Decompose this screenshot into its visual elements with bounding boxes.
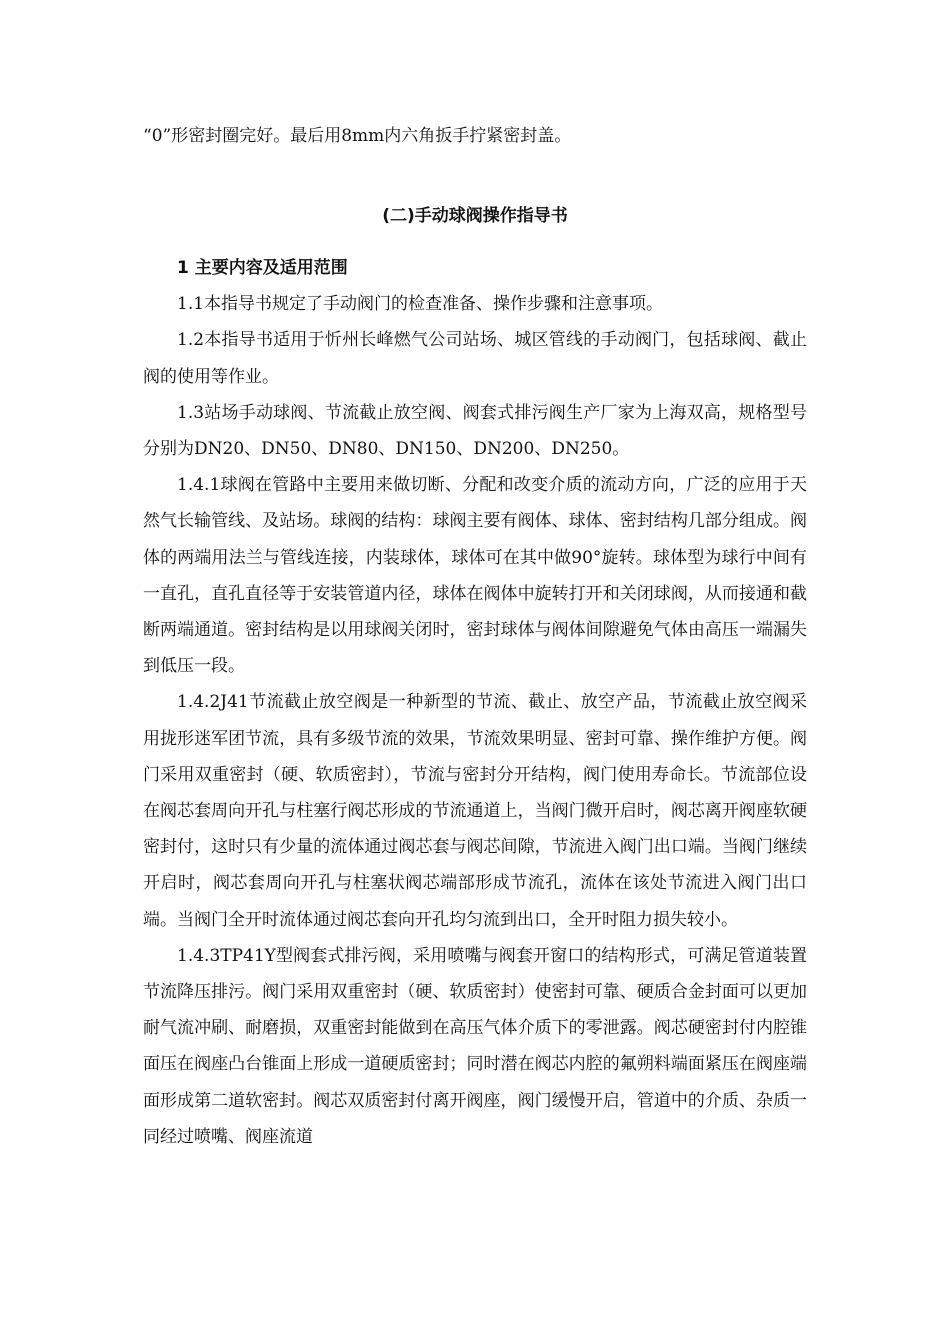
paragraph-1-1: 1.1本指导书规定了手动阀门的检查准备、操作步骤和注意事项。 [177,294,664,315]
paragraph-1-4-3: 1.4.3TP41Y型阀套式排污阀，采用喷嘴与阀套开窗口的结构形式，可满足管道装置节流降压排污。阀门采用双重密封（硬、软质密封）使密封可靠、硬质合金封面可以更加耐气流冲刷、耐磨损，双重密封能做到在高压气体介质下的零泄露。阀芯硬密封付内腔锥面压在阀座凸台锥面上形成一道硬质密封；同时潜在阀芯内腔的氟朔料端面紧压在阀座端面形成第二道软密封。阀芯双质密封付离开阀座，阀门缓慢开启，管道中的介质、杂质一同经过喷嘴、阀座流道 [143,945,807,1147]
paragraph-1-4-1: 1.4.1球阀在管路中主要用来做切断、分配和改变介质的流动方向，广泛的应用于天然气长输管线、及站场。球阀的结构：球阀主要有阀体、球体、密封结构几部分组成。阀体的两端用法兰与管线连接，内装球体，球体可在其中做90°旋转。球体型为球行中间有一直孔，直孔直径等于安装管道内径，球体在阀体中旋转打开和关闭球阀，从而接通和截断两端通道。密封结构是以用球阀关闭时，密封球体与阀体间隙避免气体由高压一端漏失到低压一段。 [143,475,807,677]
document-body [143,118,807,1155]
paragraph-1-3: 1.3站场手动球阀、节流截止放空阀、阀套式排污阀生产厂家为上海双高，规格型号分别为DN20、DN50、DN80、DN150、DN200、DN250。 [143,402,807,460]
paragraph-1-2: 1.2本指导书适用于忻州长峰燃气公司站场、城区管线的手动阀门，包括球阀、截止阀的使用等作业。 [143,330,807,387]
subsection-title: 1 主要内容及适用范围 [177,258,348,279]
section-title: (二)手动球阀操作指导书 [382,206,568,227]
carryover-paragraph: “0”形密封圈完好。最后用8mm内六角扳手拧紧密封盖。 [143,126,572,146]
paragraph-1-4-2: 1.4.2J41节流截止放空阀是一种新型的节流、截止、放空产品，节流截止放空阀采用拢形迷军团节流，具有多级节流的效果，节流效果明显、密封可靠、操作维护方便。阀门采用双重密封（硬、软质密封），节流与密封分开结构，阀门使用寿命长。节流部位设在阀芯套周向开孔与柱塞行阀芯形成的节流通道上，当阀门微开启时，阀芯离开阀座软硬密封付，这时只有少量的流体通过阀芯套与阀芯间隙，节流进入阀门出口端。当阀门继续开启时，阀芯套周向开孔与柱塞状阀芯端部形成节流孔，流体在该处节流进入阀门出口端。当阀门全开时流体通过阀芯套向开孔均匀流到出口，全开时阻力损失较小。 [143,692,807,930]
